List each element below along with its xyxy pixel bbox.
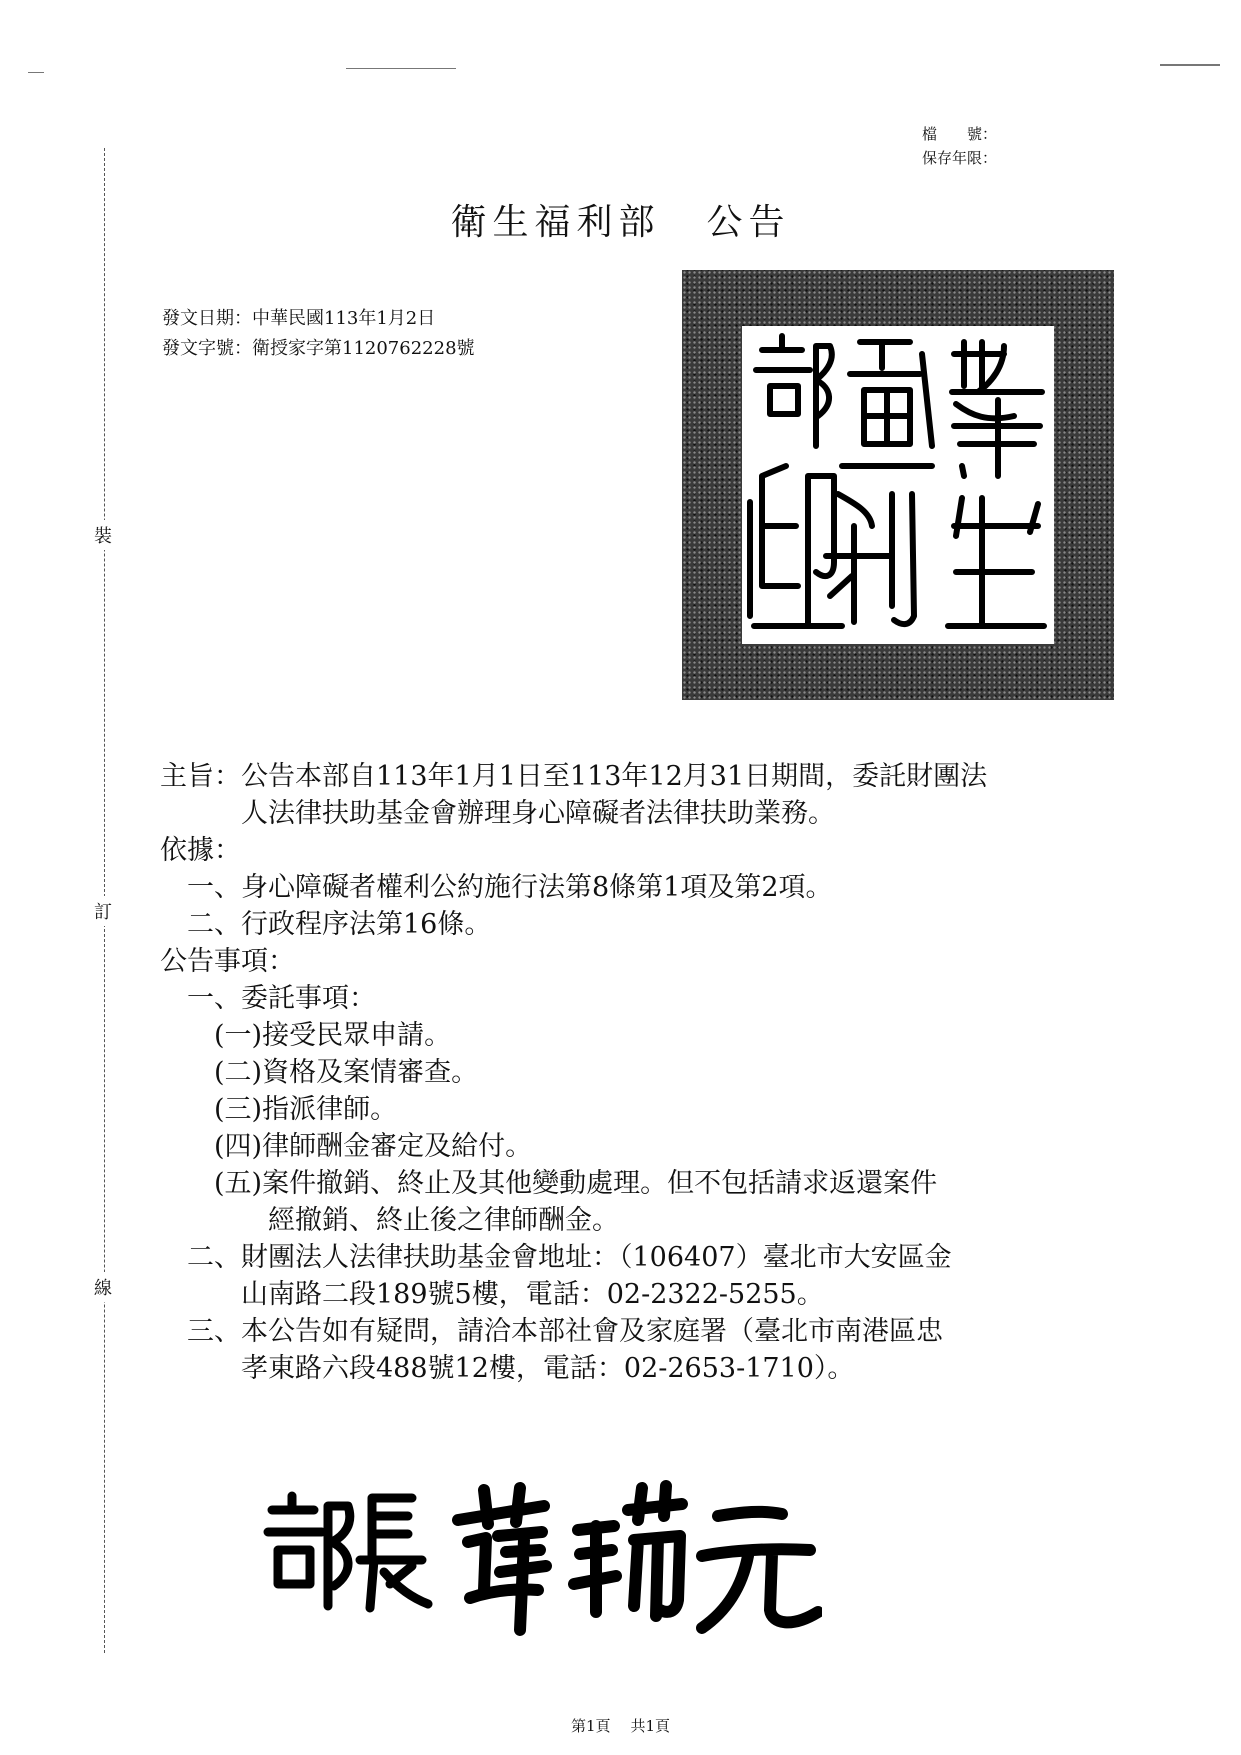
announcement-body	[160, 758, 987, 1387]
page-footer	[0, 1715, 1241, 1736]
page-title	[0, 194, 1241, 245]
doc-type: 公告	[706, 202, 791, 243]
seal-glyphs-icon	[742, 326, 1054, 644]
body-line: 一、身心障礙者權利公約施行法第8條第1項及第2項。	[160, 872, 833, 903]
binding-mark: 線	[94, 1272, 112, 1302]
page-total: 共1頁	[630, 1717, 671, 1735]
body-line: (五)案件撤銷、終止及其他變動處理。但不包括請求返還案件	[160, 1168, 938, 1199]
body-line: 主旨：公告本部自113年1月1日至113年12月31日期間，委託財團法	[160, 761, 988, 792]
binding-mark: 訂	[94, 896, 112, 926]
body-line: 依據：	[160, 835, 241, 866]
scan-artifact	[28, 72, 44, 73]
body-line: (三)指派律師。	[160, 1094, 398, 1125]
body-line: (一)接受民眾申請。	[160, 1020, 452, 1051]
file-meta	[922, 122, 997, 170]
page-number: 第1頁	[570, 1717, 611, 1735]
body-line: (二)資格及案情審查。	[160, 1057, 479, 1088]
body-line: 經撤銷、終止後之律師酬金。	[160, 1205, 619, 1236]
issue-date: 發文日期：中華民國113年1月2日	[162, 308, 436, 329]
issue-info	[162, 304, 475, 364]
scan-artifact	[346, 68, 456, 69]
body-line: 一、委託事項：	[160, 983, 376, 1014]
body-line: 二、行政程序法第16條。	[160, 909, 492, 940]
file-number-label: 檔 號：	[922, 125, 998, 143]
retention-label: 保存年限：	[922, 149, 998, 167]
body-line: 人法律扶助基金會辦理身心障礙者法律扶助業務。	[160, 798, 835, 829]
signature-icon	[262, 1480, 822, 1640]
body-line: 二、財團法人法律扶助基金會地址：（106407）臺北市大安區金	[160, 1242, 952, 1273]
issue-number: 發文字號：衛授家字第1120762228號	[162, 338, 475, 359]
minister-signature	[262, 1480, 822, 1640]
official-seal	[682, 270, 1114, 700]
body-line: 山南路二段189號5樓，電話：02-2322-5255。	[160, 1279, 824, 1310]
seal-inner	[742, 326, 1054, 644]
body-line: 公告事項：	[160, 946, 295, 977]
scan-artifact	[1160, 64, 1220, 66]
agency-name: 衛生福利部	[450, 202, 661, 243]
binding-mark: 裝	[94, 520, 112, 550]
body-line: 三、本公告如有疑問，請洽本部社會及家庭署（臺北市南港區忠	[160, 1316, 943, 1347]
body-line: (四)律師酬金審定及給付。	[160, 1131, 533, 1162]
body-line: 孝東路六段488號12樓，電話：02-2653-1710）。	[160, 1353, 855, 1384]
